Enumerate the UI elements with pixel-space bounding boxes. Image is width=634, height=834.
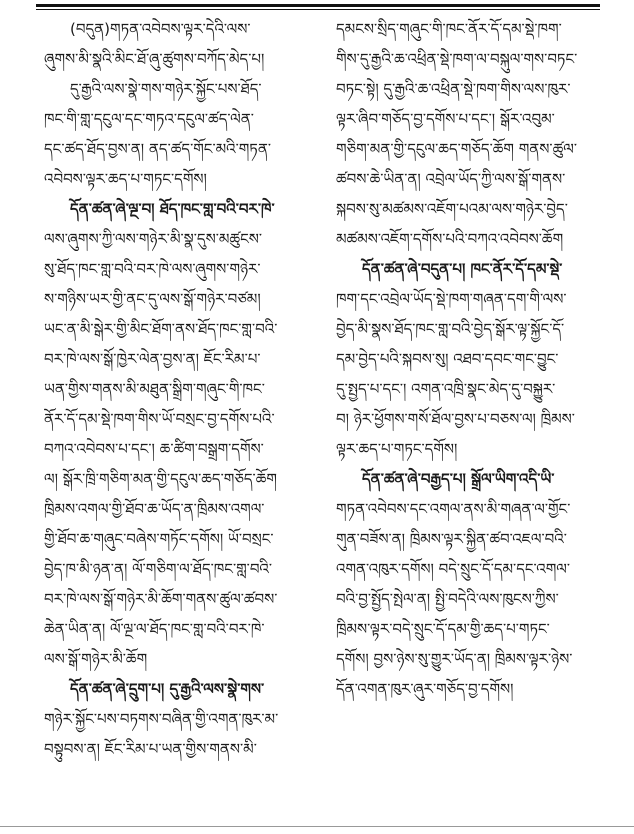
text-line: བསྟུབས་ན། ཇོང་རིམ་པ་ཡན་གྱིས་གནས་མི་ — [44, 740, 257, 758]
text-line: དང་ཚད་ཐོད་བྱས་ན། ནད་ཚད་གོང་མའི་གཏན་ — [44, 140, 271, 158]
text-line: བཀའ་འབེབས་པ་དང་། ཆ་ཚིག་བསྒྲག་དགོས་ — [44, 440, 264, 458]
top-rule-thin — [36, 9, 600, 10]
text-line: ཡན་གྱིས་གནས་མི་མཐུན་སྒྲིག་གཞུང་གི་ཁང་ — [44, 380, 265, 398]
article-heading-line: དོན་ཚན་ཞེ་ལྔ་བ། ཐོད་ཁང་གླ་བའི་བར་ཁེ་ — [70, 200, 275, 218]
text-line: བར་ཁེ་ལས་སྒོ་གཉེར་མི་ཆོག་གནས་ཚུལ་ཚབས་ — [44, 590, 278, 608]
text-line: ཁང་གི་གླ་དངུལ་དང་གཏའ་དངུལ་ཚད་ལེན་ — [44, 110, 254, 128]
text-line: ལྟར་ཆད་པ་གཏང་དགོས། — [336, 440, 458, 458]
text-line: ཁྲིམས་ལྟར་བདེ་སྲུང་དོ་དམ་གྱི་ཆད་པ་གཏང་ — [336, 620, 550, 638]
text-line: དོན་འགན་ཁུར་ཞུར་གཅོད་བྱ་དགོས། — [336, 680, 514, 698]
top-rule-thick — [36, 4, 600, 7]
article-heading-line: དོན་ཚན་ཞེ་བདུན་པ། ཁང་ནོར་དོ་དམ་སྡེ་ — [362, 260, 563, 278]
text-line: དུ་སྤྱད་པ་དང་། འགན་འཁྲི་སྣང་མེད་དུ་བསྐྱུར་ — [336, 380, 556, 398]
text-line: ཡང་ན་མི་སྒེར་གྱི་མིང་ཐོག་ནས་ཐོད་ཁང་གླ་བའི་ — [44, 320, 278, 338]
text-line: ལ། སྒོར་ཁྲི་གཅིག་མན་གྱི་དངུལ་ཆད་གཅོད་ཆོག — [44, 470, 277, 488]
text-line: ལས་སྒོ་གཉེར་མི་ཆོག — [44, 650, 148, 668]
text-line: བའི་བྱ་སྤྱོད་སྤེལ་ན། སྤྱི་བདེའི་ལས་ཁུངས་ཀྱིས་ — [336, 590, 559, 608]
text-line: ལས་ཞུགས་ཀྱི་ལས་གཉེར་མི་སྣ་དུས་མཚུངས་ — [44, 230, 263, 248]
text-line: གུན་བཟོས་ན། ཁྲིམས་ལྟར་སྐྱིན་ཚབ་འཇལ་བའི་ — [336, 530, 567, 548]
text-line: གྱི་ཐོབ་ཆ་གཞུང་བཞེས་གཏོང་དགོས། ཡོ་བསྲང་ — [44, 530, 274, 548]
text-line: མཚམས་འཇོག་དགོས་པའི་བཀའ་འབེབས་ཆོག — [336, 230, 564, 248]
text-line: ནོར་དོ་དམ་སྡེ་ཁག་གིས་ཡོ་བསྲང་བྱ་དགོས་པའི་ — [44, 410, 275, 428]
bottom-rule — [0, 826, 634, 827]
text-line: ཞུགས་མི་སྣའི་མིང་ཐོ་ཞུ་ཚུགས་བཀོད་མེད་པ། — [44, 50, 265, 68]
text-line: ལྟར་ཞིབ་གཅོད་བྱ་དགོས་པ་དང་། སྒོར་འབུམ་ — [336, 110, 555, 128]
text-line: གཏན་འབེབས་དང་འགལ་ནས་མི་གཞན་ལ་གྱོང་ — [336, 500, 571, 518]
text-line: བྱེད་མི་སྣས་ཐོད་ཁང་གླ་བའི་བྱེད་སྒོར་ལྟ་སྐྱོང་དོ་ — [336, 320, 565, 338]
text-line: ཆེན་ཡིན་ན། ལོ་ལྔ་ལ་ཐོད་ཁང་གླ་བའི་བར་ཁེ་ — [44, 620, 265, 638]
article-heading-line: དོན་ཚན་ཞེ་བརྒྱད་པ། སྒྲོལ་ཡིག་འདི་ཡི་ — [362, 470, 555, 488]
text-line: བྱེད་ཁ་མི་ཉན་ན། ལོ་གཅིག་ལ་ཐོད་ཁང་གླ་བའི་ — [44, 560, 273, 578]
text-line: ཚབས་ཆེ་ཡིན་ན། འབྲེལ་ཡོད་ཀྱི་ལས་སྒོ་གནས་ — [336, 170, 566, 188]
article-heading-line: དོན་ཚན་ཞེ་དྲུག་པ། དུ་རྒྱའི་ལས་སྣེ་གས་ — [70, 680, 265, 698]
text-line: (བདུན)གཏན་འབེབས་ལྟར་དེའི་ལས་ — [70, 20, 251, 38]
text-line: བར་ཁེ་ལས་སྒོ་ཁྱེར་ལེན་བྱས་ན། ཇོང་རིམ་པ་ — [44, 350, 261, 368]
text-line: བཏང་སྟེ། དུ་རྒྱའི་ཆ་འཕྲིན་སྡེ་ཁག་གིས་ལས་ཁུར་ — [336, 80, 571, 98]
text-line: ཁྲིམས་འགལ་གྱི་ཐོབ་ཆ་ཡོད་ན་ཁྲིམས་འགལ་ — [44, 500, 265, 518]
right-text-column — [336, 14, 614, 704]
text-line: འགན་འཁུར་དགོས། བདེ་སྲུང་དོ་དམ་དང་འགལ་ — [336, 560, 570, 578]
text-line: གཉེར་སྐྱོང་པས་བཏགས་བཞིན་གྱི་འགན་ཁུར་མ་ — [44, 710, 279, 728]
text-line: དགོས། བྱས་ཉེས་སུ་གྱུར་ཡོད་ན། ཁྲིམས་ལྟར་ཉེས་ — [336, 650, 573, 668]
text-line: བ། ཉེར་ཕྱོགས་གསོ་ཐོལ་བྱས་པ་བཅས་ལ། ཁྲིམས་ — [336, 410, 575, 428]
text-line: སུ་ཐོད་ཁང་གླ་བའི་བར་ཁེ་ལས་ཞུགས་གཉེར་ — [44, 260, 261, 278]
text-line: དམངས་སྲིད་གཞུང་གི་ཁང་ནོར་དོ་དམ་སྡེ་ཁག་ — [336, 20, 562, 38]
text-line: འབེབས་ལྟར་ཆད་པ་གཏང་དགོས། — [44, 170, 207, 188]
left-text-column — [44, 14, 322, 764]
text-line: ས་གཉིས་ཡར་གྱི་ནང་དུ་ལས་སྒོ་གཉེར་བཙམ། — [44, 290, 261, 308]
text-line: གིས་དུ་རྒྱའི་ཆ་འཕྲིན་སྡེ་ཁག་ལ་བསྐུལ་གས་བཏང་ — [336, 50, 578, 68]
text-line: ཁག་དང་འབྲེལ་ཡོད་སྡེ་ཁག་གཞན་དག་གི་ལས་ — [336, 290, 567, 308]
text-line: གཅིག་མན་གྱི་དངུལ་ཆད་གཅོད་ཆོག གནས་ཚུལ་ — [336, 140, 578, 158]
text-line: དམ་བྱེད་པའི་སྐབས་སུ། འཐབ་དབང་གང་བྱུང་ — [336, 350, 559, 368]
text-line: སྐབས་སུ་མཚམས་འཇོག་པའམ་ལས་གཉེར་བྱེད་ — [336, 200, 568, 218]
text-line: དུ་རྒྱའི་ལས་སྣེ་གས་གཉེར་སྐྱོང་པས་ཐོད་ — [70, 80, 262, 98]
